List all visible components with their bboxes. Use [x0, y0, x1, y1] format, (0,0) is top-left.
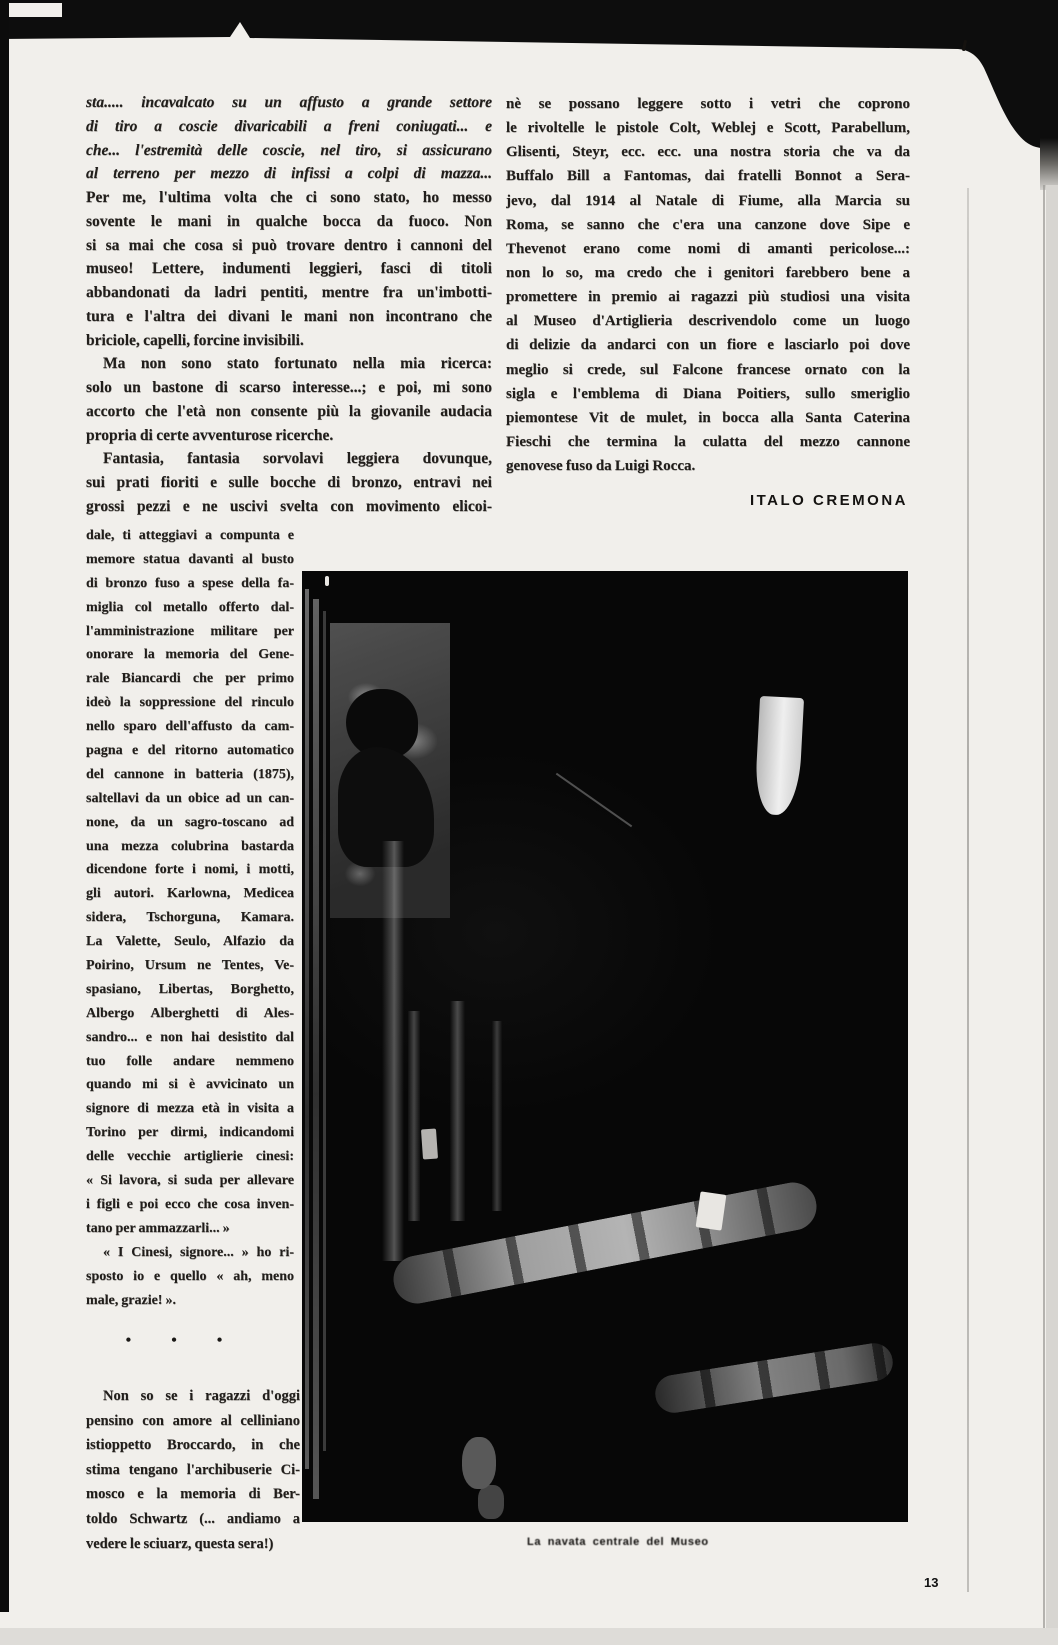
text-line: accorto che l'età non consente più la giovanile audacia [86, 402, 492, 420]
photo-statue-glint [462, 1437, 496, 1489]
text-line: solo un bastone di scarso interesse...; e poi, mi sono [86, 379, 492, 396]
text-line: none, da un sagro-toscano ad [86, 814, 294, 830]
text-line: Per me, l'ultima volta che ci sono stato, ho messo [86, 189, 492, 206]
page-number: 13 [924, 1575, 939, 1590]
text-line: saltellavi da un obice ad un can- [86, 790, 294, 806]
scan-right-margin [1046, 185, 1058, 1645]
text-line: toldo Schwartz (... andiamo a [86, 1510, 300, 1527]
text-line: di delizie da andarci con un fiore e lasciarlo poi dove [506, 337, 910, 354]
text-line: jevo, dal 1914 al Natale di Fiume, alla Marcia su [506, 192, 910, 209]
text-line: sovente le mani in qualche bocca da fuoco. Non [86, 212, 492, 230]
right-column [506, 92, 910, 478]
scan-bottom-margin [0, 1628, 1058, 1645]
text-line: nè se possano leggere sotto i vetri che coprono [506, 96, 910, 112]
text-line: sandro... e non hai desistito dal [86, 1029, 294, 1045]
text-line: tuo folle andare nemmeno [86, 1053, 294, 1069]
text-line: di bronzo fuso a spese della fa- [86, 575, 294, 591]
text-line: non lo so, ma credo che i genitori farebbero bene a [506, 264, 910, 281]
text-line: che... l'estremità delle coscie, nel tiro, si assicurano [86, 141, 492, 159]
text-line: sui prati fioriti e sulle bocche di bronzo, entravi nei [86, 474, 492, 491]
text-line: sta..... incavalcato su un affusto a grande settore [86, 94, 492, 111]
text-line: propria di certe avventurose ricerche. [86, 426, 334, 444]
text-line: La Valette, Seulo, Alfazio da [86, 934, 294, 950]
text-line: tura e l'altra dei divani le mani non incontrano che [86, 307, 492, 325]
text-line: « I Cinesi, signore... » ho ri- [103, 1244, 294, 1260]
left-column-narrow [86, 524, 294, 1312]
text-line: male, grazie! ». [86, 1292, 176, 1308]
text-line: sposto io e quello « ah, meno [86, 1268, 294, 1284]
page-curl-shadow [967, 188, 969, 1592]
text-line: pagna e del ritorno automatico [86, 743, 294, 759]
left-column-upper [86, 91, 492, 519]
text-line: i figli e poi ecco che cosa inven- [86, 1196, 294, 1212]
text-line: Thevenot erano come nomi di amanti pericolose...: [506, 240, 910, 257]
author-byline: ITALO CREMONA [749, 492, 908, 509]
left-column-final-paragraph [86, 1384, 300, 1556]
text-line: Fieschi che termina la culatta del mezzo cannone [506, 433, 910, 450]
photo-window-strip [313, 599, 319, 1499]
photo-statue-glint [478, 1485, 504, 1519]
text-line: di tiro a coscie divaricabili a freni coniugati... e [86, 117, 492, 135]
text-line: una mezza colubrina bastarda [86, 838, 294, 854]
text-line: rale Biancardi che per primo [86, 671, 294, 687]
text-line: museo! Lettere, indumenti leggieri, fasci di titoli [86, 260, 492, 278]
text-line: signore di mezza età in visita a [86, 1101, 294, 1117]
text-line: stima tengano l'archibuserie Ci- [86, 1461, 300, 1478]
text-line: sidera, Tschorguna, Kamara. [86, 910, 294, 926]
text-line: memore statua davanti al busto [86, 551, 294, 567]
text-line: Torino per dirmi, indicandomi [86, 1125, 294, 1141]
text-line: Ma non sono stato fortunato nella mia ricerca: [103, 355, 492, 373]
text-line: piemontese Vit de mulet, in bocca alla Santa Caterina [506, 409, 910, 426]
text-line: onorare la memoria del Gene- [86, 647, 294, 663]
text-line: al terreno per mezzo di infissi a colpi di mazza... [86, 165, 492, 183]
text-line: miglia col metallo offerto dal- [86, 599, 294, 615]
photo-baluster-column [382, 841, 404, 1261]
photo-label-tag [696, 1191, 727, 1230]
photo-window-strip [305, 589, 309, 1469]
text-line: Glisenti, Steyr, ecc. ecc. una nostra storia che va da [506, 144, 910, 161]
text-line: tano per ammazzarli... » [86, 1220, 230, 1236]
text-line: le rivoltelle le pistole Colt, Weblej e Scott, Parabellum, [506, 120, 910, 137]
text-line: meglio si crede, sul Falcone francese ornato con la [506, 361, 910, 378]
text-line: abbandonati da ladri pentiti, mentre fra un'imbotti- [86, 284, 492, 301]
text-line: istioppetto Broccardo, in che [86, 1437, 300, 1454]
scan-right-dark-corner [1040, 138, 1058, 190]
museum-interior-photo [302, 571, 908, 1522]
text-line: vedere le sciuarz, questa sera!) [86, 1535, 274, 1552]
text-line: l'amministrazione militare per [86, 623, 294, 639]
photo-label-tag [421, 1129, 438, 1160]
text-line: al Museo d'Artiglieria descrivendolo come un luogo [506, 313, 910, 330]
text-line: dicendone forte i nomi, i motti, [86, 862, 294, 878]
text-line: Fantasia, fantasia sorvolavi leggiera dovunque, [103, 450, 492, 468]
text-line: Albergo Alberghetti di Ales- [86, 1005, 294, 1021]
text-line: nello sparo dell'affusto da cam- [86, 719, 294, 735]
text-line: briciole, capelli, forcine invisibili. [86, 331, 304, 349]
photo-window-strip [323, 611, 326, 1451]
photo-highlight-speck [325, 576, 329, 586]
text-line: delle vecchie artiglierie cinesi: [86, 1149, 294, 1165]
text-line: quando mi si è avvicinato un [86, 1077, 294, 1093]
text-line: promettere in premio ai ragazzi più studiosi una visita [506, 289, 910, 306]
text-line: Non so se i ragazzi d'oggi [103, 1388, 300, 1404]
text-line: pensino con amore al celliniano [86, 1412, 300, 1429]
text-line: grossi pezzi e ne uscivi svelta con movimento elicoi- [86, 497, 492, 515]
text-line: si sa mai che cosa si può trovare dentro i cannoni del [86, 236, 492, 254]
text-line: spasiano, Libertas, Borghetto, [86, 981, 294, 997]
text-line: dale, ti atteggiavi a compunta e [86, 528, 294, 543]
scan-right-edge-line [1043, 185, 1045, 1628]
photo-railing-post [408, 1011, 420, 1221]
text-line: ideò la soppressione del rinculo [86, 695, 294, 711]
text-line: mosco e la memoria di Ber- [86, 1486, 300, 1503]
photo-caption: La navata centrale del Museo [527, 1536, 709, 1548]
section-separator-dots: • • • [125, 1332, 241, 1349]
scan-left-black-edge [0, 0, 9, 1612]
text-line: sigla e l'emblema di Diana Poitiers, sullo smeriglio [506, 385, 910, 402]
text-line: Buffalo Bill a Fantomas, dai fratelli Bonnot a Sera- [506, 168, 910, 185]
photo-railing-post [450, 1001, 465, 1221]
text-line: Poirino, Ursum ne Tentes, Ve- [86, 958, 294, 974]
text-line: « Si lavora, si suda per allevare [86, 1173, 294, 1189]
text-line: gli autori. Karlowna, Medicea [86, 886, 294, 902]
text-line: genovese fuso da Luigi Rocca. [506, 458, 696, 475]
photo-railing-post [492, 1021, 502, 1211]
text-line: Roma, se sanno che c'era una canzone dove Sipe e [506, 216, 910, 233]
text-line: del cannone in batteria (1875), [86, 766, 294, 782]
